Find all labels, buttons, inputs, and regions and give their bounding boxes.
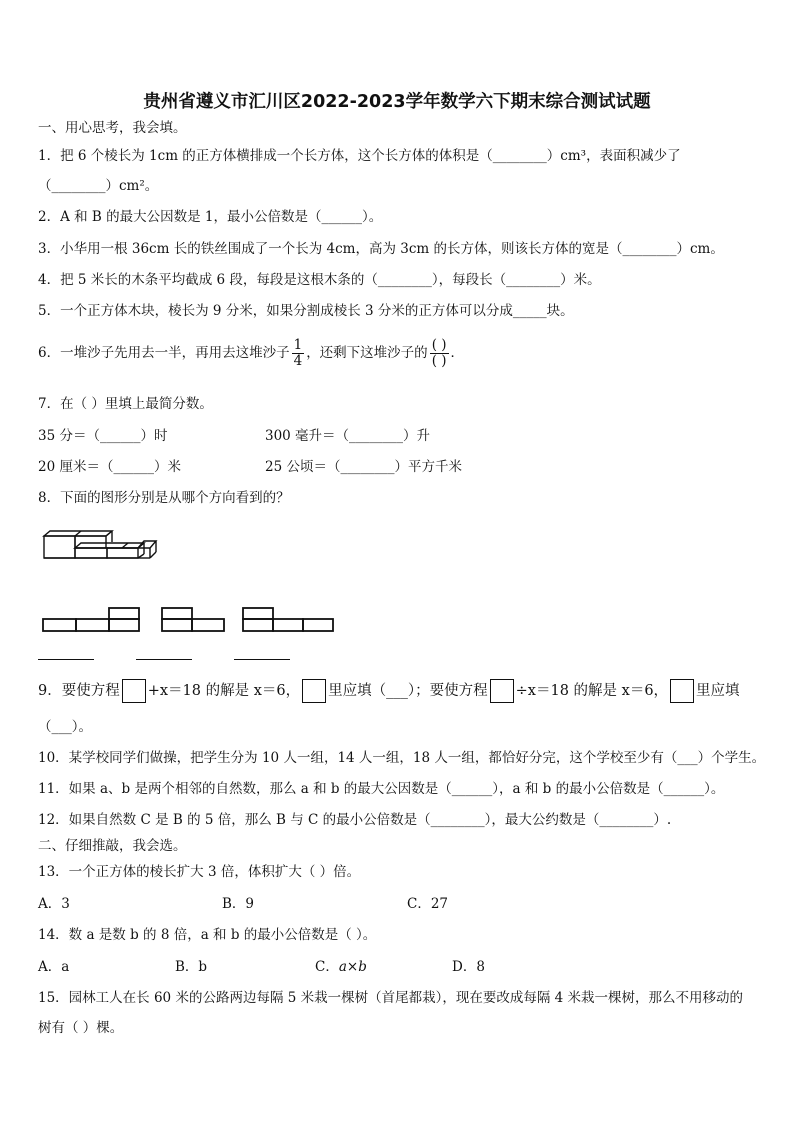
q6-answer-fraction: $\frac{( )}{( )}$ <box>431 337 447 369</box>
q14-option-c-label: C． <box>315 959 339 975</box>
q7-item-b: 300 毫升＝（________）升 <box>265 428 431 444</box>
answer-line-1 <box>38 659 94 660</box>
section-1-heading: 一、用心思考，我会填。 <box>38 120 187 136</box>
q13-option-b: B．9 <box>222 896 255 912</box>
q6-text-1: 6．一堆沙子先用去一半，再用去这堆沙子 <box>38 345 290 361</box>
question-9-line-2: （___）。 <box>38 719 92 735</box>
q9-text-5: 里应填 <box>696 683 740 699</box>
question-8: 8．下面的图形分别是从哪个方向看到的？ <box>38 490 290 506</box>
q14-option-a: A．a <box>38 959 70 975</box>
question-2: 2．A 和 B 的最大公因数是 1，最小公倍数是（______）。 <box>38 209 383 225</box>
q13-option-a: A．3 <box>38 896 70 912</box>
q9-blank-box-3 <box>490 679 514 703</box>
question-10: 10．某学校同学们做操，把学生分为 10 人一组，14 人一组，18 人一组，都恰好分完，这个学校至少有（___）个学生。 <box>38 750 766 766</box>
view-figure-2 <box>161 607 227 633</box>
q13-option-c: C．27 <box>407 896 449 912</box>
cube-arrangement-figure <box>38 528 158 564</box>
q9-text-3: 里应填（___）；要使方程 <box>328 683 488 699</box>
question-13: 13．一个正方体的棱长扩大 3 倍，体积扩大（ ）倍。 <box>38 864 361 880</box>
q9-blank-box-2 <box>302 679 326 703</box>
view-figure-3 <box>242 607 336 633</box>
question-15-line-1: 15．园林工人在长 60 米的公路两边每隔 5 米栽一棵树（首尾都栽），现在要改成每隔 4 米栽一棵树，那么不用移动的 <box>38 990 744 1006</box>
q9-text-1: 9．要使方程 <box>38 683 120 699</box>
answer-line-2 <box>136 659 192 660</box>
q9-text-4: ÷x＝18 的解是 x＝6， <box>515 683 669 699</box>
q7-item-c: 20 厘米＝（______）米 <box>38 459 181 475</box>
question-7: 7．在（ ）里填上最简分数。 <box>38 396 213 412</box>
question-4: 4．把 5 米长的木条平均截成 6 段，每段是这根木条的（________），每段长（________）米。 <box>38 272 601 288</box>
question-1-line-1: 1．把 6 个棱长为 1cm 的正方体横排成一个长方体，这个长方体的体积是（________）cm³，表面积减少了 <box>38 148 681 164</box>
q6-fraction-quarter: $\frac{1}{4}$ <box>293 337 303 369</box>
question-1-line-2: （________）cm²。 <box>38 178 159 194</box>
section-2-heading: 二、仔细推敲，我会选。 <box>38 838 187 854</box>
q14-option-c <box>315 958 367 976</box>
q6-text-2: ，还剩下这堆沙子的 <box>306 345 428 361</box>
question-11: 11．如果 a、b 是两个相邻的自然数，那么 a 和 b 的最大公因数是（______），a 和 b 的最小公倍数是（______）。 <box>38 781 725 797</box>
question-6 <box>38 338 464 369</box>
q9-blank-box-4 <box>670 679 694 703</box>
q9-blank-box-1 <box>122 679 146 703</box>
question-5: 5．一个正方体木块，棱长为 9 分米，如果分割成棱长 3 分米的正方体可以分成_____块。 <box>38 303 574 319</box>
q6-text-3: ． <box>450 345 465 361</box>
question-9-line-1 <box>38 679 740 703</box>
page-title: 贵州省遵义市汇川区2022-2023学年数学六下期末综合测试试题 <box>143 92 651 112</box>
q14-option-d: D．8 <box>452 959 485 975</box>
q7-item-a: 35 分＝（______）时 <box>38 428 168 444</box>
question-14: 14．数 a 是数 b 的 8 倍，a 和 b 的最小公倍数是（ ）。 <box>38 927 377 943</box>
q7-item-d: 25 公顷＝（________）平方千米 <box>265 459 462 475</box>
question-3: 3．小华用一根 36cm 长的铁丝围成了一个长为 4cm，高为 3cm 的长方体，则该长方体的宽是（________）cm。 <box>38 241 724 257</box>
question-12: 12．如果自然数 C 是 B 的 5 倍，那么 B 与 C 的最小公倍数是（________），最大公约数是（________）. <box>38 812 672 828</box>
q14-option-c-expr: a×b <box>338 959 367 975</box>
q9-text-2: +x＝18 的解是 x＝6， <box>147 683 301 699</box>
q14-option-b: B．b <box>175 959 208 975</box>
question-15-line-2: 树有（ ）棵。 <box>38 1020 124 1036</box>
view-figure-1 <box>42 607 142 633</box>
answer-line-3 <box>234 659 290 660</box>
